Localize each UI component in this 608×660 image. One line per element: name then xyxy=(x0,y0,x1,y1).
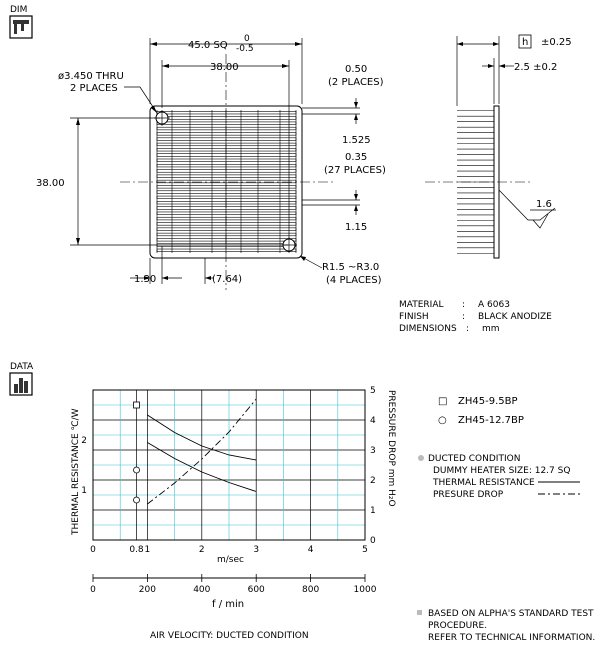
y-right-axis-label: PRESSURE DROP mm H₂O xyxy=(386,390,396,507)
legend-series-2: ZH45-12.7BP xyxy=(458,415,524,426)
note-line-3: REFER TO TECHNICAL INFORMATION. xyxy=(428,633,596,643)
x-tick-label: 4 xyxy=(307,545,314,555)
spec-dimensions-sep: : xyxy=(466,324,470,334)
fin xyxy=(157,127,296,130)
fin xyxy=(157,212,296,215)
secondary-x-axis-label: f / min xyxy=(212,599,245,610)
x2-tick-label: 800 xyxy=(302,585,320,595)
spec-material-label: MATERIAL xyxy=(399,300,444,310)
legend-pressure: PRESURE DROP xyxy=(433,490,504,500)
secondary-x-ticks xyxy=(90,574,377,595)
spec-dimensions-label: DIMENSIONS xyxy=(399,324,457,334)
chart-grid xyxy=(93,390,365,540)
spec-finish-label: FINISH xyxy=(399,312,429,322)
x-tick-label: 2 xyxy=(198,545,205,555)
data-point-circle xyxy=(134,497,140,503)
fin xyxy=(157,170,296,173)
y-right-tick-label: 3 xyxy=(370,446,376,456)
bullet-icon xyxy=(418,455,424,461)
y-left-tick-label: 2 xyxy=(81,436,87,446)
width-dimension: 45.0 SQ xyxy=(188,40,228,51)
data-badge xyxy=(10,362,34,395)
fin-thickness-places: (27 PLACES) xyxy=(324,165,386,176)
height-box: h xyxy=(522,37,529,48)
legend-marker-square: □ xyxy=(438,396,448,407)
fin-pitch-dimension: 1.525 xyxy=(342,135,371,146)
fin xyxy=(157,217,296,220)
data-point-square xyxy=(134,402,140,408)
x2-tick-label: 200 xyxy=(138,585,156,595)
vertical-dimension: 38.00 xyxy=(36,178,65,189)
fin xyxy=(157,164,296,167)
corner-radius-places: (4 PLACES) xyxy=(326,275,382,286)
front-view xyxy=(36,34,386,290)
fin xyxy=(157,143,296,146)
fin xyxy=(157,207,296,210)
hole-callout-places: 2 PLACES xyxy=(70,83,118,94)
hole-callout: ø3.450 THRU xyxy=(58,71,124,82)
chart-legend xyxy=(418,396,580,500)
y-right-tick-label: 4 xyxy=(370,416,376,426)
hole-pitch-dimension: 38.00 xyxy=(210,62,239,73)
spec-material-sep: : xyxy=(462,300,466,310)
data-badge-label: DATA xyxy=(10,362,34,372)
fin xyxy=(157,233,296,236)
spec-material-value: A 6063 xyxy=(478,300,510,310)
test-notes xyxy=(417,609,595,643)
fin xyxy=(157,154,296,157)
spec-finish-value: BLACK ANODIZE xyxy=(478,312,552,322)
x2-tick-label: 600 xyxy=(247,585,265,595)
x2-tick-label: 0 xyxy=(90,585,96,595)
legend-series-1: ZH45-9.5BP xyxy=(458,396,518,407)
edge-offset-dimension: 1.30 xyxy=(134,274,157,285)
note-bullet-icon xyxy=(417,610,422,615)
chart-caption: AIR VELOCITY: DUCTED CONDITION xyxy=(150,631,309,641)
fin xyxy=(157,117,296,120)
x-tick-label: 3 xyxy=(253,545,260,555)
fin xyxy=(157,228,296,231)
y-right-tick-label: 2 xyxy=(370,476,376,486)
y-right-tick-label: 5 xyxy=(370,386,376,396)
corner-radius-callout: R1.5 ~R3.0 xyxy=(322,262,380,273)
fin-span-dimension: (7.64) xyxy=(212,274,243,285)
fin-array xyxy=(157,110,296,253)
note-line-1: BASED ON ALPHA'S STANDARD TEST xyxy=(428,609,594,619)
spec-dimensions-value: mm xyxy=(482,324,500,334)
legend-heater: DUMMY HEATER SIZE: 12.7 SQ xyxy=(433,466,571,476)
x2-tick-label: 400 xyxy=(193,585,211,595)
fin xyxy=(157,196,296,199)
width-tolerance-lower: -0.5 xyxy=(236,44,254,54)
fin xyxy=(157,223,296,226)
note-line-2: PROCEDURE. xyxy=(428,621,488,631)
height-tolerance: ±0.25 xyxy=(541,37,572,48)
x2-tick-label: 1000 xyxy=(353,585,377,595)
base-thickness-dimension: 2.5 ±0.2 xyxy=(514,62,558,73)
surface-finish-value: 1.6 xyxy=(536,199,552,210)
data-point-circle xyxy=(134,467,140,473)
dim-badge-label: DIM xyxy=(10,5,28,15)
y-left-tick-label: 1 xyxy=(81,486,87,496)
y-left-axis-label: THERMAL RESISTANCE ℃/W xyxy=(71,408,81,535)
fin xyxy=(157,180,296,183)
legend-condition-title: DUCTED CONDITION xyxy=(428,454,521,464)
legend-marker-circle: ○ xyxy=(438,415,447,426)
fin-gap-dimension: 0.50 xyxy=(345,64,368,75)
fin xyxy=(157,138,296,141)
spec-table xyxy=(399,300,552,334)
side-view xyxy=(425,35,572,258)
chart-series xyxy=(134,399,257,504)
width-tolerance-upper: 0 xyxy=(244,34,250,44)
spec-finish-sep: : xyxy=(462,312,466,322)
x-tick-label: 0.8 xyxy=(129,545,144,555)
fin xyxy=(157,148,296,151)
x-tick-label: 5 xyxy=(362,545,368,555)
legend-thermal: THERMAL RESISTANCE xyxy=(433,478,535,488)
fin-gap-places: (2 PLACES) xyxy=(328,77,384,88)
fin-root-dimension: 1.15 xyxy=(345,222,368,233)
dim-badge xyxy=(10,5,32,38)
x-axis-label: m/sec xyxy=(217,555,244,565)
fin xyxy=(157,133,296,136)
performance-chart xyxy=(71,386,396,641)
fin xyxy=(157,122,296,125)
fin xyxy=(157,201,296,204)
fin xyxy=(157,191,296,194)
fin xyxy=(157,238,296,241)
x-tick-label: 0 xyxy=(90,545,96,555)
chart-ticks xyxy=(81,386,376,555)
fin xyxy=(157,159,296,162)
fin xyxy=(157,185,296,188)
fin xyxy=(157,249,296,252)
y-right-tick-label: 1 xyxy=(370,506,376,516)
fin xyxy=(157,111,296,114)
fin xyxy=(157,175,296,178)
fin-thickness-dimension: 0.35 xyxy=(345,152,368,163)
y-right-tick-label: 0 xyxy=(370,536,376,546)
x-tick-label: 1 xyxy=(144,545,151,555)
